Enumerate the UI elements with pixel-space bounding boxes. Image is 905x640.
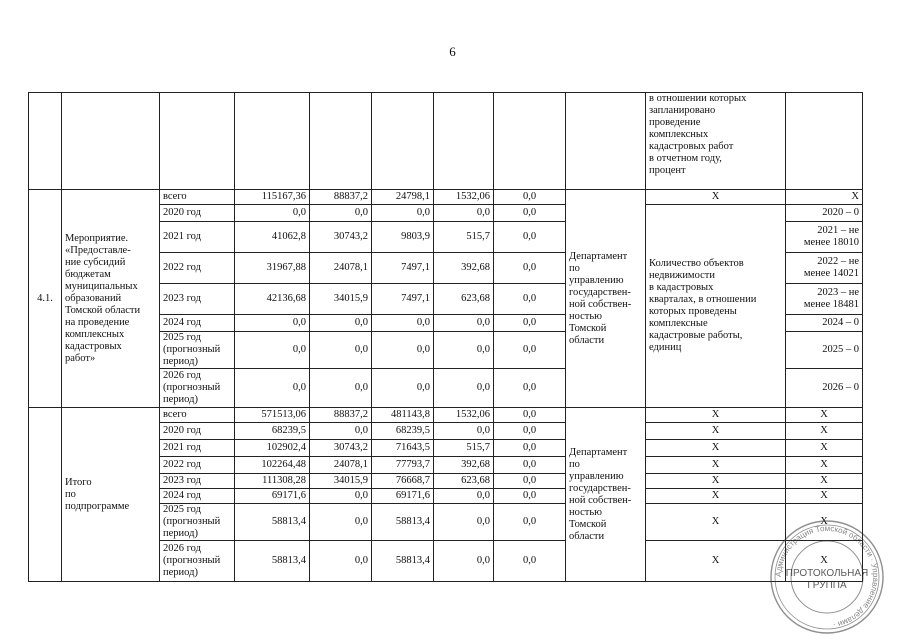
extrabudget-cell: 0,0 <box>494 284 566 315</box>
local-cell: 0,0 <box>434 369 494 408</box>
executor-cell-line: управлению <box>569 470 624 482</box>
period-cell: 2026 год (прогнозный период) <box>160 541 235 582</box>
period-cell: 2021 год <box>160 440 235 457</box>
executor-cell-line: государствен- <box>569 286 631 298</box>
total-cell: 102902,4 <box>235 440 310 457</box>
subprogram-title-line: по <box>65 488 76 500</box>
extrabudget-cell: 0,0 <box>494 222 566 253</box>
extrabudget-cell: 0,0 <box>494 315 566 332</box>
federal-cell: 30743,2 <box>310 440 372 457</box>
measure-title-line: Мероприятие. <box>65 232 129 244</box>
executor-cell-line: ной собствен- <box>569 494 632 506</box>
executor-cell-line: Департамент <box>569 446 628 458</box>
header-indicator-text-line: комплексных <box>649 129 709 140</box>
federal-cell: 34015,9 <box>310 474 372 489</box>
regional-cell: 0,0 <box>372 369 434 408</box>
total-cell: 69171,6 <box>235 489 310 504</box>
target-b-cell: X <box>786 504 863 541</box>
executor-cell <box>566 190 646 408</box>
total-cell: 0,0 <box>235 369 310 408</box>
federal-cell: 0,0 <box>310 504 372 541</box>
target-a-cell: X <box>646 457 786 474</box>
target-a-cell: X <box>646 541 786 582</box>
empty-cell <box>372 93 434 190</box>
extrabudget-cell: 0,0 <box>494 332 566 369</box>
executor-cell-line: ностью <box>569 310 603 322</box>
federal-cell: 34015,9 <box>310 284 372 315</box>
stamp-line-1: ПРОТОКОЛЬНАЯ <box>785 568 869 579</box>
period-cell: всего <box>160 408 235 423</box>
target-a-cell: X <box>646 504 786 541</box>
page-number: 6 <box>449 44 456 59</box>
target-b-cell: X <box>786 457 863 474</box>
measure-title-line: образований <box>65 292 122 304</box>
extrabudget-cell: 0,0 <box>494 457 566 474</box>
measure-title-line: бюджетам <box>65 268 111 280</box>
local-cell: 392,68 <box>434 457 494 474</box>
federal-cell: 0,0 <box>310 541 372 582</box>
executor-cell-line: по <box>569 262 580 274</box>
header-indicator-text-line: кадастровых работ <box>649 141 734 152</box>
extrabudget-cell: 0,0 <box>494 369 566 408</box>
header-indicator-text-line: запланировано <box>649 105 716 116</box>
empty-cell <box>494 93 566 190</box>
local-cell: 392,68 <box>434 253 494 284</box>
header-indicator-text <box>646 93 786 190</box>
extrabudget-cell: 0,0 <box>494 190 566 205</box>
regional-cell: 69171,6 <box>372 489 434 504</box>
local-cell: 0,0 <box>434 541 494 582</box>
federal-cell: 24078,1 <box>310 457 372 474</box>
period-cell: 2020 год <box>160 423 235 440</box>
stamp-line-2: ГРУППА <box>807 580 847 591</box>
local-cell: 1532,06 <box>434 190 494 205</box>
total-cell: 102264,48 <box>235 457 310 474</box>
local-cell: 0,0 <box>434 205 494 222</box>
period-cell: 2023 год <box>160 474 235 489</box>
executor-cell-line: ностью <box>569 506 603 518</box>
federal-cell: 88837,2 <box>310 190 372 205</box>
total-cell: 571513,06 <box>235 408 310 423</box>
indicator-cell-line: недвижимости <box>649 270 715 281</box>
period-cell: 2024 год <box>160 489 235 504</box>
extrabudget-cell: 0,0 <box>494 504 566 541</box>
target-b-cell: X <box>786 440 863 457</box>
total-cell: 31967,88 <box>235 253 310 284</box>
target-a-cell: X <box>646 190 786 205</box>
period-cell: 2020 год <box>160 205 235 222</box>
regional-cell: 76668,7 <box>372 474 434 489</box>
target-b-cell: 2026 – 0 <box>786 369 863 408</box>
period-cell: 2026 год (прогнозный период) <box>160 369 235 408</box>
target-a-cell: X <box>646 474 786 489</box>
header-indicator-text-line: в отчетном году, <box>649 153 722 164</box>
local-cell: 0,0 <box>434 423 494 440</box>
target-b-cell: 2025 – 0 <box>786 332 863 369</box>
extrabudget-cell: 0,0 <box>494 205 566 222</box>
indicator-cell-line: в кадастровых <box>649 282 714 293</box>
federal-cell: 0,0 <box>310 315 372 332</box>
target-b-cell: 2024 – 0 <box>786 315 863 332</box>
executor-cell-line: области <box>569 334 605 346</box>
indicator-cell-line: которых проведены <box>649 306 737 317</box>
regional-cell: 9803,9 <box>372 222 434 253</box>
period-cell: всего <box>160 190 235 205</box>
empty-cell <box>310 93 372 190</box>
measure-title-line: работ» <box>65 352 96 364</box>
local-cell: 0,0 <box>434 315 494 332</box>
extrabudget-cell: 0,0 <box>494 489 566 504</box>
empty-cell <box>434 93 494 190</box>
total-cell: 68239,5 <box>235 423 310 440</box>
target-b-cell: X <box>786 474 863 489</box>
subprogram-title-line: подпрограмме <box>65 500 130 512</box>
regional-cell: 0,0 <box>372 332 434 369</box>
executor-cell-line: Томской <box>569 518 607 530</box>
total-cell: 111308,28 <box>235 474 310 489</box>
local-cell: 623,68 <box>434 284 494 315</box>
total-cell: 0,0 <box>235 205 310 222</box>
local-cell: 0,0 <box>434 504 494 541</box>
period-cell: 2023 год <box>160 284 235 315</box>
target-a-cell: X <box>646 423 786 440</box>
executor-cell-line: управлению <box>569 274 624 286</box>
extrabudget-cell: 0,0 <box>494 423 566 440</box>
extrabudget-cell: 0,0 <box>494 474 566 489</box>
measure-title-line: «Предоставле- <box>65 244 131 256</box>
empty-cell <box>160 93 235 190</box>
total-cell: 42136,68 <box>235 284 310 315</box>
period-cell: 2022 год <box>160 253 235 284</box>
target-a-cell: X <box>646 408 786 423</box>
regional-cell: 58813,4 <box>372 541 434 582</box>
empty-cell <box>235 93 310 190</box>
target-b-cell: X <box>786 541 863 582</box>
extrabudget-cell: 0,0 <box>494 408 566 423</box>
total-cell: 41062,8 <box>235 222 310 253</box>
measure-title-line: муниципальных <box>65 280 138 292</box>
local-cell: 515,7 <box>434 440 494 457</box>
empty-cell <box>566 93 646 190</box>
subprogram-title <box>62 408 160 582</box>
executor-cell-line: государствен- <box>569 482 631 494</box>
indicator-cell-line: кадастровые работы, <box>649 330 743 341</box>
measure-title-line: кадастровых <box>65 340 122 352</box>
regional-cell: 0,0 <box>372 315 434 332</box>
period-cell: 2022 год <box>160 457 235 474</box>
federal-cell: 0,0 <box>310 489 372 504</box>
federal-cell: 0,0 <box>310 332 372 369</box>
target-b-cell: X <box>786 489 863 504</box>
federal-cell: 30743,2 <box>310 222 372 253</box>
total-cell: 115167,36 <box>235 190 310 205</box>
extrabudget-cell: 0,0 <box>494 253 566 284</box>
target-b-cell: X <box>786 190 863 205</box>
target-a-cell: X <box>646 440 786 457</box>
extrabudget-cell: 0,0 <box>494 541 566 582</box>
executor-cell-line: Департамент <box>569 250 628 262</box>
period-cell: 2021 год <box>160 222 235 253</box>
local-cell: 0,0 <box>434 489 494 504</box>
target-b-cell: 2021 – не менее 18010 <box>786 222 863 253</box>
indicator-cell-line: Количество объектов <box>649 258 744 269</box>
regional-cell: 0,0 <box>372 205 434 222</box>
indicator-cell-line: комплексные <box>649 318 708 329</box>
header-indicator-text-line: проведение <box>649 117 701 128</box>
subprogram-table <box>28 92 863 582</box>
executor-cell-line: по <box>569 458 580 470</box>
official-stamp <box>768 518 886 636</box>
federal-cell: 0,0 <box>310 369 372 408</box>
local-cell: 515,7 <box>434 222 494 253</box>
measure-title <box>62 190 160 408</box>
executor-cell-line: области <box>569 530 605 542</box>
regional-cell: 77793,7 <box>372 457 434 474</box>
target-b-cell: 2023 – не менее 18481 <box>786 284 863 315</box>
executor-cell-line: ной собствен- <box>569 298 632 310</box>
table-row <box>29 190 863 205</box>
measure-title-line: комплексных <box>65 328 125 340</box>
total-cell: 58813,4 <box>235 504 310 541</box>
target-b-cell: 2022 – не менее 14021 <box>786 253 863 284</box>
measure-title-line: ние субсидий <box>65 256 126 268</box>
subprogram-title-line: Итого <box>65 476 92 488</box>
period-cell: 2024 год <box>160 315 235 332</box>
federal-cell: 0,0 <box>310 423 372 440</box>
measure-title-line: Томской области <box>65 304 141 316</box>
regional-cell: 481143,8 <box>372 408 434 423</box>
regional-cell: 58813,4 <box>372 504 434 541</box>
indicator-cell-line: кварталах, в отношении <box>649 294 757 305</box>
local-cell: 1532,06 <box>434 408 494 423</box>
target-b-cell: X <box>786 408 863 423</box>
total-cell: 0,0 <box>235 315 310 332</box>
indicator-cell <box>646 205 786 408</box>
period-cell: 2025 год (прогнозный период) <box>160 504 235 541</box>
continuation-row <box>29 93 863 190</box>
indicator-cell-line: единиц <box>649 342 682 353</box>
regional-cell: 71643,5 <box>372 440 434 457</box>
empty-cell <box>786 93 863 190</box>
measure-number: 4.1. <box>29 190 62 408</box>
federal-cell: 88837,2 <box>310 408 372 423</box>
measure-title-line: на проведение <box>65 316 130 328</box>
regional-cell: 24798,1 <box>372 190 434 205</box>
regional-cell: 7497,1 <box>372 284 434 315</box>
empty-cell <box>29 408 62 582</box>
federal-cell: 24078,1 <box>310 253 372 284</box>
federal-cell: 0,0 <box>310 205 372 222</box>
period-cell: 2025 год (прогнозный период) <box>160 332 235 369</box>
executor-cell-line: Томской <box>569 322 607 334</box>
empty-cell <box>62 93 160 190</box>
target-b-cell: X <box>786 423 863 440</box>
total-cell: 58813,4 <box>235 541 310 582</box>
header-indicator-text-line: процент <box>649 165 686 176</box>
total-cell: 0,0 <box>235 332 310 369</box>
header-indicator-text-line: в отношении которых <box>649 93 747 104</box>
extrabudget-cell: 0,0 <box>494 440 566 457</box>
target-a-cell: X <box>646 489 786 504</box>
empty-cell <box>29 93 62 190</box>
local-cell: 623,68 <box>434 474 494 489</box>
executor-cell <box>566 408 646 582</box>
stamp-ring-text: Администрация Томской области · Управление делами · <box>773 523 881 630</box>
regional-cell: 68239,5 <box>372 423 434 440</box>
table-row <box>29 408 863 423</box>
regional-cell: 7497,1 <box>372 253 434 284</box>
local-cell: 0,0 <box>434 332 494 369</box>
target-b-cell: 2020 – 0 <box>786 205 863 222</box>
